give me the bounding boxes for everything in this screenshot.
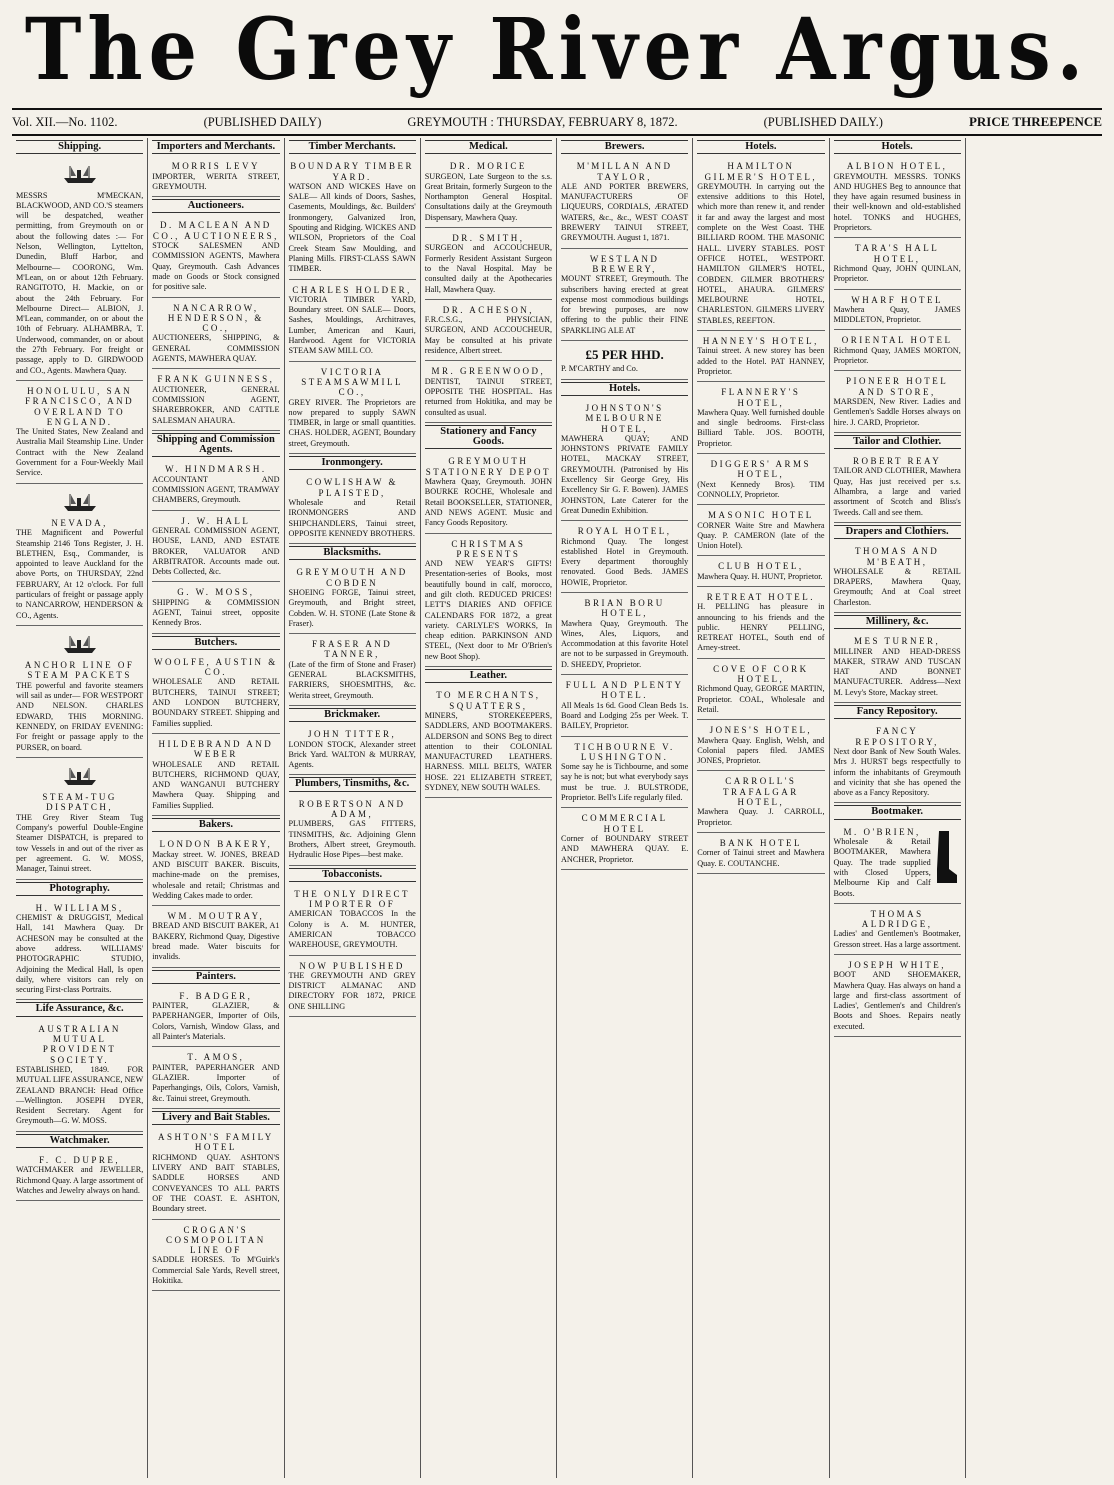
advertiser-name: WOOLFE, AUSTIN & CO. <box>154 656 278 678</box>
advertisement <box>289 636 416 706</box>
advertiser-name: CROGAN'S COSMOPOLITAN LINE OF <box>165 1224 266 1256</box>
section-heading: Life Assurance, &c. <box>16 1002 143 1016</box>
advertisement <box>697 722 824 771</box>
advertiser-name: GREYMOUTH AND COBDEN <box>296 567 408 588</box>
ad-body: GENERAL COMMISSION AGENT, HOUSE, LAND, AND ESTATE BROKER, VALUATOR AND ARBITRATOR. Accounts made out. Debts Collected, &c. <box>152 525 280 577</box>
ad-body: AUCTIONEER, GENERAL COMMISSION AGENT, SHAREBROKER, AND CATTLE SALESMAN AHAURA. <box>152 384 280 425</box>
advertiser-name: M'MILLAN AND TAYLOR, <box>576 161 673 182</box>
dateline <box>12 108 1102 136</box>
advertiser-name: HAMILTON GILMER'S HOTEL, <box>704 161 818 182</box>
advertisement <box>834 332 961 371</box>
advertisement <box>425 158 552 228</box>
advertiser-name: WESTLAND BREWERY, <box>589 253 660 274</box>
advertisement <box>561 400 688 521</box>
ad-body: RICHMOND QUAY. ASHTON'S LIVERY AND BAIT STABLES, SADDLE HORSES AND CONVEYANCES TO ALL PARTS OF THE COAST. E. ASHTON, Boundary street. <box>152 1152 280 1214</box>
section-heading: Fancy Repository. <box>834 705 961 719</box>
ad-body: The United States, New Zealand and Australia Mail Steamship Line. Under Contract with the New Zealand Government for a Four-Weekly Mail Service. <box>16 427 144 478</box>
ad-body: Mawhera Quay. Well furnished double and single bedrooms. First-class Billiard Table. JOS. BOOTH, Proprietor. <box>697 407 825 448</box>
advertiser-name: MES TURNER, <box>853 636 941 647</box>
advertiser-name: DIGGERS' ARMS HOTEL, <box>710 459 812 480</box>
advertisement <box>152 836 279 906</box>
section-heading: Tailor and Clothier. <box>834 435 961 449</box>
place-date: GREYMOUTH : THURSDAY, FEBRUARY 8, 1872. <box>407 114 678 129</box>
advertiser-name: COWLISHAW & PLAISTED, <box>306 477 399 498</box>
advertisement <box>289 474 416 544</box>
ad-headline: £5 PER HHD. <box>585 347 664 363</box>
section-heading: Millinery, &c. <box>834 615 961 629</box>
advertiser-name: J. W. HALL <box>181 515 251 526</box>
advertisement <box>561 677 688 736</box>
advertisement <box>425 363 552 422</box>
section-heading: Livery and Bait Stables. <box>152 1111 279 1125</box>
advertisement <box>152 1222 279 1292</box>
column-5 <box>557 138 693 1478</box>
ad-body: Mawhera Quay, Greymouth. JOHN BOURKE ROCHE, Wholesale and Retail BOOKSELLER, STATIONER, AND NEWS AGENT. Music and Fancy Goods Repository. <box>424 477 552 528</box>
section-heading: Butchers. <box>152 636 279 650</box>
ad-body: Corner of Tainui street and Mawhera Quay. E. COUTANCHE. <box>697 848 825 868</box>
advertisement <box>289 886 416 956</box>
column-4 <box>421 138 557 1478</box>
advertisement <box>152 654 279 734</box>
ad-body: AND NEW YEAR'S GIFTS! Presentation-series of Books, most beautifully bound in calf, morocco, and gilt cloth. REDUCED PRICES! LETT'S DIARIES AND OFFICE CALENDARS FOR 1872, a great variety. CARLYLE'S WORKS, In cheap edition. PARKINSON AND STEEL, (Next door to Mr O'Brien's new Boot Shop). <box>424 559 552 661</box>
advertiser-name: DR. MORICE <box>449 161 527 172</box>
ad-body: GREYMOUTH. In carrying out the extensive additions to this Hotel, which more than renew it, and render it far and away the largest and most complete on the West Coast. THE BILLIARD ROOM. THE MASONIC HALL. LIVERY STABLES. POST OFFICE HOTEL, WESTPORT. HAMILTON GILMER'S HOTEL, COBDEN. GILMER BROTHERS' HOTEL, AHAURA. GILMERS' MELBOURNE HOTEL, CHARLESTON. GILMERS LIVERY STABLES, REEFTON. <box>697 181 825 325</box>
advertiser-name: W. HINDMARSH. <box>165 464 267 475</box>
advertiser-name: TARA'S HALL HOTEL, <box>855 243 940 264</box>
advertiser-name: BANK HOTEL <box>719 837 802 848</box>
section-heading: Shipping. <box>16 140 143 154</box>
advertisement <box>16 628 143 758</box>
advertisement <box>561 158 688 248</box>
ad-body: THE GREYMOUTH AND GREY DISTRICT ALMANAC AND DIRECTORY FOR 1872, PRICE ONE SHILLING <box>288 970 416 1011</box>
ad-body: MARSDEN, New River. Ladies and Gentlemen's Saddle Horses always on hire. J. CARD, Proprietor. <box>833 396 961 427</box>
advertiser-name: HILDEBRAND AND WEBER <box>158 738 274 760</box>
masthead-title: The Grey River Argus. <box>24 0 1090 100</box>
section-heading: Painters. <box>152 970 279 984</box>
advertisement <box>697 384 824 454</box>
advertiser-name: ROYAL HOTEL, <box>577 526 672 537</box>
ad-body: AUCTIONEERS, SHIPPING, & GENERAL COMMISSION AGENTS, MAWHERA QUAY. <box>152 333 280 364</box>
advertiser-name: VICTORIA STEAMSAWMILL CO., <box>301 366 404 398</box>
ad-body: Mawhera Quay. English, Welsh, and Colonial papers filed. JAMES JONES, Proprietor. <box>697 735 825 766</box>
ad-body: GREY RIVER. The Proprietors are now prepared to supply SAWN TIMBER, in large or small quantities. CHAS. HOLDER, AGENT, Boundary street, Greymouth. <box>288 397 416 448</box>
advertiser-name: BRIAN BORU HOTEL, <box>584 597 665 619</box>
advertisement <box>16 486 143 626</box>
advertisement <box>834 373 961 432</box>
ad-body: ACCOUNTANT AND COMMISSION AGENT, TRAMWAY CHAMBERS, Greymouth. <box>152 474 280 505</box>
advertiser-name: F. C. DUPRE, <box>39 1155 121 1166</box>
section-heading: Bootmaker. <box>834 805 961 819</box>
ad-body: THE Grey River Steam Tug Company's powerful Double-Engine Steamer DISPATCH, is prepared to tow Vessels in and out of the river as per agreement. G. W. MOSS, Manager, Tainui street. <box>16 812 144 874</box>
advertiser-name: M. O'BRIEN, <box>843 826 921 837</box>
advertiser-name: ASHTON'S FAMILY HOTEL <box>158 1132 274 1153</box>
ad-body: Richmond Quay, JAMES MORTON, Proprietor. <box>833 345 961 366</box>
advertisement <box>16 158 143 381</box>
advertisement <box>152 513 279 583</box>
section-heading: Hotels. <box>834 140 961 154</box>
advertisement <box>289 364 416 454</box>
advertiser-name: COMMERCIAL HOTEL <box>581 813 668 834</box>
ad-body: THE powerful and favorite steamers will sail as under— FOR WESTPORT AND NELSON. CHARLES EDWARD, THIS MORNING. KENNEDY, on FRIDAY EVENING: For freight or passage apply to the PURSER, on board. <box>16 680 144 752</box>
section-heading: Stationery and Fancy Goods. <box>425 425 552 450</box>
ad-body: WATCHMAKER and JEWELLER, Richmond Quay. A large assortment of Watches and Jewelry always on hand. <box>16 1165 144 1195</box>
ad-body: MESSRS M'MECKAN, BLACKWOOD, AND CO.'S steamers will be despatched, weather permitting, from Greymouth on or about the following dates :— For Nelson, Wellington, Lyttelton, Dunedin, Bluff Harbor, and Melbourne— COORONG, Wm. M'Lean, on or about 12th February. RANGITOTO, H. Mackie, on or about the 24th February. For Melbourne Direct— ALBION, J. M'Lean, commander, on or about the 10th of February. ALHAMBRA, T. Underwood, commander, on or about the 27th February. For freight or passage, apply to D. GIRDWOOD and CO., Agents. Mawhera Quay. <box>16 190 144 375</box>
advertiser-name: FRANK GUINNESS, <box>157 374 275 385</box>
steamship-icon <box>62 164 98 184</box>
ad-body: CHEMIST & DRUGGIST, Medical Hall, 141 Mawhera Quay. Dr ACHESON may be consulted at the above address. WILLIAMS' PHOTOGRAPHIC STUDIO, Adjoining the Medical Hall, Is open daily, where visitors can rely on securing First-class Portraits. <box>16 913 144 995</box>
ad-body: F.R.C.S.G., PHYSICIAN, SURGEON, AND ACCOUCHEUR, May be consulted at his private residence, Albert street. <box>424 315 552 356</box>
advertiser-name: H. WILLIAMS, <box>35 902 124 913</box>
advertisement <box>152 584 279 633</box>
column-6 <box>693 138 829 1478</box>
advertisement <box>697 835 824 874</box>
advertisement <box>834 292 961 331</box>
ad-body: AMERICAN TOBACCOS In the Colony is A. M. HUNTER, AMERICAN TOBACCO WAREHOUSE, GREYMOUTH. <box>288 909 416 950</box>
ad-body: BOOT AND SHOEMAKER, Mawhera Quay. Has always on hand a large and first-class assortment of Ladies', Gentlemen's and Children's Boots and Shoes. Repairs neatly executed. <box>833 970 961 1031</box>
advertiser-name: AUSTRALIAN MUTUAL PROVIDENT SOCIETY. <box>38 1023 121 1065</box>
ad-body: Mawhera Quay. J. CARROLL, Proprietor. <box>697 807 825 827</box>
section-heading: Auctioneers. <box>152 199 279 213</box>
ad-body: MAWHERA QUAY; AND JOHNSTON'S PRIVATE FAMILY HOTEL, MACKAY STREET, GREYMOUTH. (Patronised by His Excellency Sir George Grey, His Excellency Sir G. F. Bowen). JAMES JOHNSTON, Late Caterer for the Great Dunedin Exhibition. <box>561 433 689 515</box>
section-heading: Hotels. <box>561 382 688 396</box>
advertiser-name: JOSEPH WHITE, <box>848 960 947 970</box>
advertisement <box>289 282 416 362</box>
advertiser-name: CLUB HOTEL, <box>718 561 804 572</box>
ad-body: Richmond Quay, GEORGE MARTIN, Proprietor. COAL, Wholesale and Retail. <box>697 684 825 714</box>
advertisement <box>834 723 961 803</box>
advertisement <box>289 564 416 634</box>
advertiser-name: ALBION HOTEL, <box>846 161 948 172</box>
advertisement <box>152 158 279 197</box>
ad-body: WHOLESALE & RETAIL DRAPERS, Mawhera Quay, Greymouth; And at Coal street Charleston. <box>833 566 961 607</box>
steamship-icon <box>62 634 98 654</box>
advertisement <box>16 1152 143 1201</box>
advertisement <box>152 1129 279 1219</box>
ad-body: VICTORIA TIMBER YARD, Boundary street. ON SALE— Doors, Sashes, Mouldings, Architraves, Lumber, American and Kauri, Hardwood. Agent for VICTORIA STEAM SAW MILL CO. <box>288 294 416 356</box>
advertiser-name: WM. MOUTRAY, <box>167 911 265 922</box>
column-7 <box>830 138 966 1478</box>
published-daily-left: (PUBLISHED DAILY) <box>203 114 322 129</box>
ad-body: PAINTER, PAPERHANGER AND GLAZIER. Importer of Paperhangings, Oils, Colors, Varnish, &c. Tainui street, Greymouth. <box>152 1062 280 1103</box>
advertiser-name: THOMAS AND M'BEATH, <box>854 546 940 567</box>
advertisement <box>834 824 961 904</box>
ad-body: WATSON AND WICKES Have on SALE— All kinds of Doors, Sashes, Casements, Mouldings, &c. Builders' Ironmongery, Galvanized Iron, Spouting and Ridging. WICKES AND WILSON, Proprietors of the Coal Creek Steam Saw Moulding, and Planing Mills. FIRST-CLASS SAWN TIMBER. <box>288 181 416 274</box>
advertisement <box>834 543 961 613</box>
advertisement <box>152 988 279 1047</box>
advertisement <box>834 957 961 1037</box>
advertisement <box>834 240 961 289</box>
advertiser-name: D. MACLEAN AND CO., AUCTIONEERS, <box>152 220 279 241</box>
advertiser-name: HANNEY'S HOTEL, <box>702 336 819 347</box>
advertisement <box>561 343 688 380</box>
advertisement <box>697 661 824 720</box>
advertiser-name: NEVADA, <box>51 517 108 528</box>
advertiser-name: JONES'S HOTEL, <box>709 725 813 736</box>
advertisement <box>152 1049 279 1108</box>
advertisement <box>834 633 961 703</box>
advertiser-name: COVE OF CORK HOTEL, <box>713 663 809 685</box>
steamship-icon <box>62 492 98 512</box>
advertisement <box>834 158 961 238</box>
section-heading: Medical. <box>425 140 552 154</box>
section-heading: Ironmongery. <box>289 456 416 470</box>
ad-body: Wholesale & Retail BOOTMAKER, Mawhera Quay. The trade supplied with Closed Uppers, Melbourne Kip and Calf Boots. <box>833 837 931 898</box>
ad-body: GREYMOUTH. MESSRS. TONKS AND HUGHES Beg to announce that they have again resumed business in their well-known and old-established hotel. TONKS and HUGHES, Proprietors. <box>833 171 961 233</box>
advertisement <box>561 523 688 593</box>
ad-body: Next door Bank of New South Wales. Mrs J. HURST begs respectfully to inform the inhabitants of Greymouth and vicinity that she has opened the above as a Fancy Repository. <box>833 746 961 798</box>
advertiser-name: FANCY REPOSITORY, <box>855 726 939 747</box>
column-8 <box>966 138 1102 1478</box>
advertiser-name: ROBERTSON AND ADAM, <box>298 798 406 820</box>
section-heading: Brickmaker. <box>289 708 416 722</box>
ad-body: Mackay street. W. JONES, BREAD AND BISCUIT BAKER. Biscuits, machine-made on the premises, wholesale and retail; Christmas and Wedding Cakes made to order. <box>152 849 280 900</box>
ad-body: Ladies' and Gentlemen's Bootmaker, Gresson street. Has a large assortment. <box>833 929 961 949</box>
advertiser-name: MORRIS LEVY <box>171 161 260 172</box>
advertiser-name: TO MERCHANTS, SQUATTERS, <box>436 690 541 711</box>
section-heading: Tobacconists. <box>289 868 416 882</box>
advertiser-name: DR. SMITH, <box>452 233 525 244</box>
section-heading: Brewers. <box>561 140 688 154</box>
advertiser-name: NOW PUBLISHED <box>299 960 405 971</box>
advertiser-name: TICHBOURNE V. LUSHINGTON. <box>574 741 675 762</box>
advertisement <box>16 760 143 880</box>
section-heading: Importers and Merchants. <box>152 140 279 154</box>
volume-number: Vol. XII.—No. 1102. <box>12 114 118 129</box>
advertisement <box>834 906 961 955</box>
published-daily-right: (PUBLISHED DAILY.) <box>763 114 883 129</box>
advertiser-name: RETREAT HOTEL. <box>706 591 816 602</box>
ad-body: P. M'CARTHY and Co. <box>561 364 638 374</box>
advertiser-name: STEAM-TUG DISPATCH, <box>42 792 117 813</box>
ad-body: TAILOR AND CLOTHIER, Mawhera Quay, Has just received per s.s. Alhambra, a large and varied assortment of Scotch and Bliss's Tweeds. Call and see them. <box>833 466 961 517</box>
advertiser-name: CARROLL'S TRAFALGAR HOTEL, <box>722 776 799 808</box>
section-heading: Photography. <box>16 882 143 896</box>
advertisement <box>16 1021 143 1132</box>
ad-body: Mawhera Quay. H. HUNT, Proprietor. <box>697 571 823 581</box>
advertiser-name: ANCHOR LINE OF STEAM PACKETS <box>24 660 135 681</box>
ad-body: DENTIST, TAINUI STREET, OPPOSITE THE HOSPITAL. Has returned from Hokitika, and may be consulted as usual. <box>424 376 552 417</box>
steamship-icon <box>62 766 98 786</box>
ad-body: SURGEON, Late Surgeon to the s.s. Great Britain, formerly Surgeon to the Northampton General Hospital. Consultations daily at the Greymouth Dispensary, Mawhera Quay. <box>424 171 552 222</box>
advertisement <box>16 900 143 1001</box>
ad-body: All Meals 1s 6d. Good Clean Beds 1s. Board and Lodging 25s per Week. T. BAILEY, Proprietor. <box>561 700 689 731</box>
advertisement <box>152 736 279 816</box>
ad-body: MOUNT STREET, Greymouth. The subscribers having erected at great expense most commodious buildings for brewing purposes, are now offering to the public their FINE SPARKLING ALE AT <box>561 274 689 335</box>
advertiser-name: HONOLULU, SAN FRANCISCO, AND OVERLAND TO ENGLAND. <box>25 385 135 427</box>
ad-body: Corner of BOUNDARY STREET AND MAWHERA QUAY. E. ANCHER, Proprietor. <box>561 833 689 864</box>
ad-body: ESTABLISHED, 1849. FOR MUTUAL LIFE ASSURANCE, NEW ZEALAND BRANCH: Head Office—Wellington. JOSEPH DYER, Resident Secretary. Agent for Greymouth—G. W. MOSS. <box>16 1064 144 1126</box>
section-heading: Hotels. <box>697 140 824 154</box>
ad-body: H. PELLING has pleasure in announcing to his friends and the public. HENRY PELLING, RETREAT HOTEL, South end of Arney-street. <box>697 602 825 653</box>
advertisement <box>697 558 824 587</box>
ad-body: WHOLESALE AND RETAIL BUTCHERS, RICHMOND QUAY, AND WANGANUI BUTCHERY Mawhera Quay. Shipping and Families Supplied. <box>152 759 280 810</box>
ad-body: MINERS, STOREKEEPERS, SADDLERS, AND BOOTMAKERS. ALDERSON and SONS Beg to direct attention to their COLONIAL MANUFACTURED LEATHERS. HARNESS. MILL BELTS, WATER HOSE. 221 ELIZABETH STREET, SYDNEY, NEW SOUTH WALES. <box>424 710 552 793</box>
price: PRICE THREEPENCE <box>968 114 1102 129</box>
advertiser-name: JOHN TITTER, <box>307 729 397 740</box>
advertiser-name: JOHNSTON'S MELBOURNE HOTEL, <box>585 402 664 434</box>
section-heading: Timber Merchants. <box>289 140 416 154</box>
ad-body: (Late of the firm of Stone and Fraser) GENERAL BLACKSMITHS, FARRIERS, SHOESMITHS, &c. Werita street, Greymouth. <box>288 659 416 700</box>
advertiser-name: THOMAS ALDRIDGE, <box>861 908 933 930</box>
ad-body: SURGEON and ACCOUCHEUR, Formerly Resident Assistant Surgeon to the Naval Hospital. May be consulted daily at the Apothecaries Hall, Mawhera Quay. <box>424 243 552 294</box>
ad-body: Tainui street. A new storey has been added to the Hotel. PAT HANNEY, Proprietor. <box>697 346 825 376</box>
advertisement <box>289 958 416 1017</box>
boot-icon <box>933 829 959 885</box>
advertisement <box>561 595 688 675</box>
ad-body: Richmond Quay. The longest established Hotel in Greymouth. Every department thoroughly renovated. Good Beds. JAMES HOWIE, Proprietor. <box>561 536 689 587</box>
ad-body: SADDLE HORSES. To M'Guirk's Commercial Sale Yards, Revell street, Hokitika. <box>152 1255 280 1286</box>
advertisement <box>152 300 279 370</box>
ad-body: SHOEING FORGE, Tainui street, Greymouth, and Bright street, Cobden. W. H. STONE (Late Stone & Fraser). <box>288 587 416 628</box>
advertisement <box>425 453 552 533</box>
section-heading: Bakers. <box>152 818 279 832</box>
advertisement <box>16 383 143 484</box>
ad-body: Mawhera Quay, JAMES MIDDLETON, Proprietor. <box>833 304 961 325</box>
advertisement <box>152 217 279 297</box>
advertisement <box>425 536 552 668</box>
ad-body: PAINTER, GLAZIER, & PAPERHANGER, Importer of Oils, Colors, Varnish, Window Glass, and all Painter's Materials. <box>152 1001 280 1042</box>
columns-container <box>12 138 1102 1478</box>
advertiser-name: BOUNDARY TIMBER YARD. <box>290 161 414 182</box>
advertisement <box>697 507 824 556</box>
ad-body: (Next Kennedy Bros). TIM CONNOLLY, Proprietor. <box>697 479 825 499</box>
advertiser-name: FLANNERY'S HOTEL, <box>721 387 801 408</box>
advertiser-name: PIONEER HOTEL AND STORE, <box>846 376 949 397</box>
ad-body: Mawhera Quay, Greymouth. The Wines, Ales, Liquors, and Accommodation at this favorite Hotel are not to be surpassed in Greymouth. D. SHEEDY, Proprietor. <box>561 618 689 669</box>
advertisement <box>561 810 688 869</box>
advertiser-name: MR. GREENWOOD, <box>431 366 546 377</box>
ad-body: THE Magnificent and Powerful Steamship 2146 Tons Register, J. H. BLETHEN, Esq., Commander, is appointed to leave Auckland for the above Ports, on THURSDAY, 22nd FEBRUARY, At 12 o'clock. For full particulars of freight or passage apply to NANCARROW, HENDERSON & CO., Agents. <box>16 528 144 620</box>
advertisement <box>561 739 688 809</box>
advertisement <box>289 726 416 775</box>
advertiser-name: MASONIC HOTEL <box>708 510 814 521</box>
ad-body: LONDON STOCK, Alexander street Brick Yard. WALTON & MURRAY, Agents. <box>288 739 416 770</box>
ad-body: STOCK SALESMEN AND COMMISSION AGENTS, Mawhera Quay, Greymouth. Cash Advances made on Goods or Stock consigned for positive sale. <box>152 241 280 292</box>
advertiser-name: NANCARROW, HENDERSON, & CO., <box>167 302 264 334</box>
advertiser-name: ROBERT REAY <box>853 456 942 467</box>
advertisement <box>425 687 552 798</box>
section-heading: Leather. <box>425 669 552 683</box>
ad-body: CORNER Waite Stre and Mawhera Quay. P. CAMERON (late of the Union Hotel). <box>697 520 825 551</box>
advertisement <box>697 773 824 832</box>
advertiser-name: ORIENTAL HOTEL <box>841 335 953 346</box>
column-1 <box>12 138 148 1478</box>
ad-body: Some say he is Tichbourne, and some say he is not; but what everybody says must be true. J. BULSTRODE, Proprietor. Bell's Life regularly filed. <box>561 762 689 803</box>
advertiser-name: WHARF HOTEL <box>851 294 943 305</box>
ad-body: PLUMBERS, GAS FITTERS, TINSMITHS, &c. Adjoining Glenn Brothers, Albert street, Greymouth. Hydraulic Hose Pipes—best make. <box>288 819 416 860</box>
advertisement <box>561 251 688 341</box>
ad-body: Richmond Quay, JOHN QUINLAN, Proprietor. <box>833 263 961 284</box>
advertisement <box>152 371 279 430</box>
advertisement <box>697 333 824 382</box>
section-heading: Plumbers, Tinsmiths, &c. <box>289 777 416 791</box>
advertiser-name: T. AMOS, <box>187 1052 245 1063</box>
advertiser-name: CHARLES HOLDER, <box>292 284 412 295</box>
section-heading: Shipping and Commission Agents. <box>152 433 279 458</box>
advertisement <box>152 908 279 967</box>
ad-body: BREAD AND BISCUIT BAKER, A1 BAKERY, Richmond Quay, Digestive bread made. Water biscuits for invalids. <box>152 921 280 962</box>
advertiser-name: F. BADGER, <box>179 990 253 1001</box>
advertisement <box>425 302 552 361</box>
advertisement <box>425 230 552 300</box>
advertiser-name: FULL AND PLENTY HOTEL. <box>565 680 684 701</box>
ad-body: Wholesale and Retail IRONMONGERS AND SHIPCHANDLERS, Tainui street, OPPOSITE KENNEDY BROTHERS. <box>288 497 416 538</box>
advertisement <box>834 453 961 523</box>
ad-body: IMPORTER, WERITA STREET, GREYMOUTH. <box>152 171 280 191</box>
advertiser-name: CHRISTMAS PRESENTS <box>451 538 526 559</box>
advertiser-name: LONDON BAKERY, <box>159 839 273 850</box>
ad-body: SHIPPING & COMMISSION AGENT, Tainui street, opposite Kennedy Bros. <box>152 597 280 628</box>
ad-body: MILLINER AND HEAD-DRESS MAKER, STRAW AND TUSCAN HAT AND BONNET MANUFACTURER. Address—Next M. Levy's Store, Mackay street. <box>833 646 961 697</box>
advertisement <box>289 796 416 866</box>
advertiser-name: GREYMOUTH STATIONERY DEPOT <box>425 456 551 477</box>
masthead <box>0 0 1114 100</box>
advertiser-name: DR. ACHESON, <box>442 304 534 315</box>
advertisement <box>289 158 416 279</box>
ad-body: WHOLESALE AND RETAIL BUTCHERS, TAINUI STREET; AND LONDON BUTCHERY, BOUNDARY STREET. Shipping and Families supplied. <box>152 677 280 728</box>
advertisement <box>697 589 824 659</box>
section-heading: Watchmaker. <box>16 1134 143 1148</box>
advertisement <box>152 461 279 510</box>
advertisement <box>697 456 824 505</box>
advertiser-name: FRASER AND TANNER, <box>311 639 393 660</box>
section-heading: Drapers and Clothiers. <box>834 525 961 539</box>
advertiser-name: G. W. MOSS, <box>177 587 255 598</box>
ad-body: ALE AND PORTER BREWERS, MANUFACTURERS OF LIQUEURS, CORDIALS, ÆRATED WATERS, &c., &c., WEST COAST BREWERY TAINUI STREET, GREYMOUTH. August 1, 1871. <box>561 181 689 243</box>
column-2 <box>148 138 284 1478</box>
column-3 <box>285 138 421 1478</box>
advertisement <box>697 158 824 331</box>
section-heading: Blacksmiths. <box>289 546 416 560</box>
advertiser-name: THE ONLY DIRECT IMPORTER OF <box>294 888 410 910</box>
